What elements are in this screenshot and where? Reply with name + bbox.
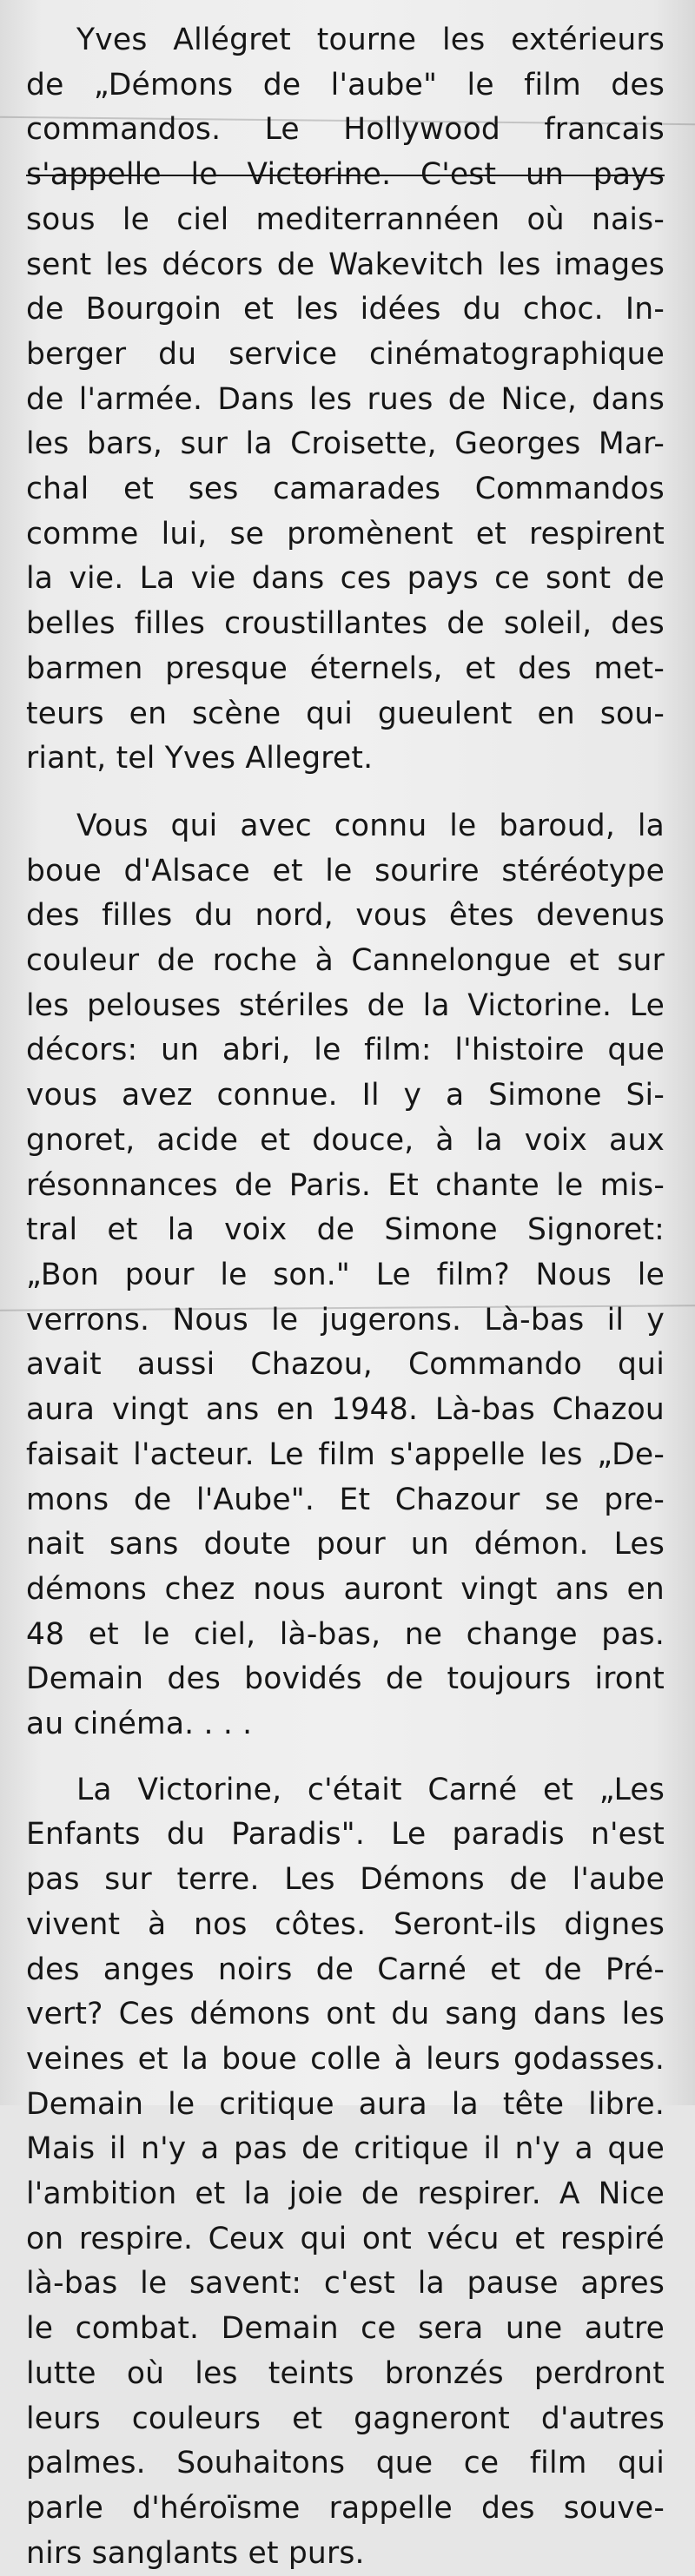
text-line: des anges noirs de Carné et de Pré-	[26, 1952, 665, 1987]
text-line: palmes. Souhaitons que ce film qui	[26, 2446, 665, 2481]
text-line: vous avez connue. Il y a Simone Si-	[26, 1078, 665, 1113]
text-line: sent les décors de Wakevitch les images	[26, 247, 665, 282]
text-line: Mais il n'y a pas de critique il n'y a que	[26, 2131, 665, 2167]
text-line: pas sur terre. Les Démons de l'aube	[26, 1862, 665, 1898]
text-line: avait aussi Chazou, Commando qui	[26, 1347, 665, 1383]
text-line: veines et la boue colle à leurs godasses.	[26, 2041, 665, 2077]
text-line: vivent à nos côtes. Seront-ils dignes	[26, 1906, 665, 1942]
text-line: les pelouses stériles de la Victorine. Le	[26, 987, 665, 1023]
text-line: nirs sanglants et purs.	[26, 2535, 365, 2571]
text-line: tral et la voix de Simone Signoret:	[26, 1212, 665, 1248]
text-line: Yves Allégret tourne les extérieurs	[76, 23, 665, 57]
text-line: sous le ciel mediterrannéen où nais-	[26, 201, 665, 237]
paragraph-2	[26, 804, 665, 1747]
paragraph-1	[26, 18, 665, 782]
text-line: belles filles croustillantes de soleil, des	[26, 606, 665, 642]
text-line: chal et ses camarades Commandos	[26, 472, 665, 507]
text-line: vert? Ces démons ont du sang dans les	[26, 1997, 665, 2032]
text-line: Vous qui avec connu le baroud, la	[76, 808, 665, 843]
text-line: La Victorine, c'était Carné et „Les	[76, 1772, 665, 1807]
text-line: comme lui, se promènent et respirent	[26, 516, 665, 552]
text-line: les bars, sur la Croisette, Georges Mar-	[26, 426, 665, 462]
text-line: au cinéma. . . .	[26, 1707, 253, 1742]
text-line: commandos. Le Hollywood francais	[26, 112, 665, 148]
text-line: des filles du nord, vous êtes devenus	[26, 898, 665, 934]
text-line: Enfants du Paradis". Le paradis n'est	[26, 1817, 665, 1853]
text-line: parle d'héroïsme rappelle des souve-	[26, 2490, 665, 2526]
text-line: on respire. Ceux qui ont vécu et respiré	[26, 2221, 665, 2256]
text-line: la vie. La vie dans ces pays ce sont de	[26, 561, 665, 597]
text-line: berger du service cinématographique	[26, 336, 665, 372]
text-line: Demain le critique aura la tête libre.	[26, 2086, 665, 2122]
article-body	[26, 0, 665, 2576]
text-line: verrons. Nous le jugerons. Là-bas il y	[26, 1302, 665, 1338]
text-line: „Bon pour le son." Le film? Nous le	[26, 1257, 665, 1292]
paragraph-3	[26, 1768, 665, 2576]
text-line: boue d'Alsace et le sourire stéréotype	[26, 853, 665, 888]
text-line: décors: un abri, le film: l'histoire que	[26, 1033, 665, 1068]
text-line: riant, tel Yves Allegret.	[26, 741, 374, 776]
text-line: gnoret, acide et douce, à la voix aux	[26, 1122, 665, 1158]
text-line: là-bas le savent: c'est la pause apres	[26, 2266, 665, 2302]
text-line: 48 et le ciel, là-bas, ne change pas.	[26, 1616, 665, 1652]
text-line: résonnances de Paris. Et chante le mis-	[26, 1167, 665, 1203]
text-line: leurs couleurs et gagneront d'autres	[26, 2401, 665, 2436]
text-line: lutte où les teints bronzés perdront	[26, 2355, 665, 2391]
text-line: couleur de roche à Cannelongue et sur	[26, 943, 665, 979]
text-line: de „Démons de l'aube" le film des	[26, 67, 665, 102]
text-line: faisait l'acteur. Le film s'appelle les „De-	[26, 1437, 665, 1472]
text-line: démons chez nous auront vingt ans en	[26, 1571, 665, 1607]
text-line: s'appelle le Victorine. C'est un pays	[26, 157, 665, 193]
text-line: nait sans doute pour un démon. Les	[26, 1527, 665, 1562]
text-line: teurs en scène qui gueulent en sou-	[26, 696, 665, 731]
text-line: aura vingt ans en 1948. Là-bas Chazou	[26, 1392, 665, 1428]
text-line: l'ambition et la joie de respirer. A Nice	[26, 2176, 665, 2212]
text-line: Demain des bovidés de toujours iront	[26, 1661, 665, 1697]
text-line: de Bourgoin et les idées du choc. In-	[26, 292, 665, 327]
text-line: mons de l'Aube". Et Chazour se pre-	[26, 1482, 665, 1517]
text-line: de l'armée. Dans les rues de Nice, dans	[26, 381, 665, 417]
text-line: le combat. Demain ce sera une autre	[26, 2311, 665, 2347]
text-line: barmen presque éternels, et des met-	[26, 651, 665, 686]
